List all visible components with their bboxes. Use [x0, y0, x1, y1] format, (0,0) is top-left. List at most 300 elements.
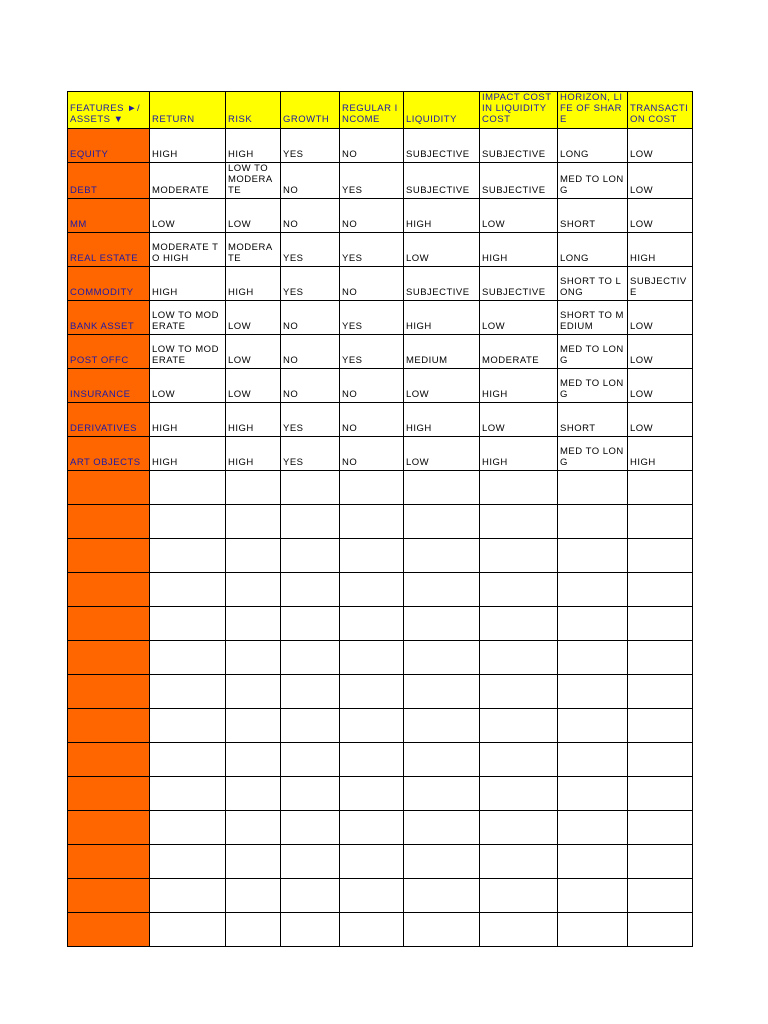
cell-text: HIGH: [228, 457, 254, 468]
row-header-asset: [68, 403, 150, 437]
cell-regular-income: [340, 233, 404, 267]
cell-text: LOW: [406, 457, 430, 468]
row-header-asset: [68, 369, 150, 403]
empty-cell: [404, 879, 480, 913]
empty-cell: [558, 573, 628, 607]
cell-impact-cost: [480, 129, 558, 163]
cell-text: YES: [283, 423, 304, 434]
empty-cell: [150, 607, 226, 641]
cell-regular-income: [340, 199, 404, 233]
cell-text: HIGH: [228, 149, 254, 160]
empty-cell: [226, 607, 281, 641]
empty-cell: [150, 743, 226, 777]
empty-cell: [404, 709, 480, 743]
empty-cell: [340, 879, 404, 913]
empty-cell: [558, 607, 628, 641]
empty-cell: [340, 709, 404, 743]
cell-impact-cost: [480, 369, 558, 403]
row-header-asset: [68, 233, 150, 267]
empty-cell: [340, 539, 404, 573]
row-header-empty: [68, 811, 150, 845]
empty-cell: [628, 675, 693, 709]
empty-cell: [480, 743, 558, 777]
cell-text: YES: [342, 253, 363, 264]
empty-cell: [628, 709, 693, 743]
empty-cell: [340, 471, 404, 505]
cell-text: LONG: [560, 253, 589, 264]
empty-cell: [226, 641, 281, 675]
empty-cell: [404, 913, 480, 947]
row-header-empty: [68, 913, 150, 947]
cell-risk: [226, 335, 281, 369]
empty-cell: [558, 505, 628, 539]
cell-risk: [226, 267, 281, 301]
empty-cell: [480, 505, 558, 539]
empty-cell: [340, 505, 404, 539]
cell-return: [150, 233, 226, 267]
row-header-empty: [68, 471, 150, 505]
cell-text: LOW: [630, 355, 654, 366]
empty-table-row: [68, 845, 693, 879]
asset-features-table: [67, 91, 693, 947]
row-header-empty: [68, 505, 150, 539]
empty-cell: [628, 879, 693, 913]
table-row: [68, 233, 693, 267]
cell-transaction-cost: [628, 369, 693, 403]
empty-cell: [340, 641, 404, 675]
cell-transaction-cost: [628, 233, 693, 267]
empty-cell: [226, 845, 281, 879]
cell-growth: [281, 335, 340, 369]
row-header-asset: [68, 335, 150, 369]
empty-cell: [340, 607, 404, 641]
cell-text: MM: [70, 219, 87, 230]
empty-cell: [628, 607, 693, 641]
cell-liquidity: [404, 335, 480, 369]
empty-cell: [281, 743, 340, 777]
cell-transaction-cost: [628, 199, 693, 233]
cell-text: NO: [342, 389, 358, 400]
cell-return: [150, 437, 226, 471]
cell-transaction-cost: [628, 335, 693, 369]
cell-text: YES: [342, 355, 363, 366]
empty-cell: [558, 539, 628, 573]
empty-cell: [558, 879, 628, 913]
empty-table-row: [68, 505, 693, 539]
cell-growth: [281, 437, 340, 471]
table-row: [68, 267, 693, 301]
empty-cell: [404, 505, 480, 539]
empty-cell: [226, 471, 281, 505]
cell-text: INSURANCE: [70, 389, 131, 400]
empty-cell: [628, 811, 693, 845]
cell-horizon: [558, 335, 628, 369]
cell-text: NO: [342, 149, 358, 160]
empty-cell: [480, 641, 558, 675]
cell-liquidity: [404, 369, 480, 403]
empty-cell: [150, 709, 226, 743]
cell-liquidity: [404, 437, 480, 471]
empty-cell: [226, 675, 281, 709]
cell-growth: [281, 369, 340, 403]
header-liquidity: LIQUIDITY: [404, 92, 480, 129]
cell-liquidity: [404, 199, 480, 233]
cell-impact-cost: [480, 335, 558, 369]
row-header-empty: [68, 879, 150, 913]
cell-text: SHORT TO LONG: [560, 276, 622, 298]
cell-return: [150, 335, 226, 369]
cell-text: HIGH: [482, 457, 508, 468]
cell-text: LOW TO MODERATE: [152, 344, 219, 366]
cell-risk: [226, 163, 281, 199]
empty-cell: [404, 471, 480, 505]
cell-horizon: [558, 163, 628, 199]
cell-text: HIGH: [152, 287, 178, 298]
cell-text: NO: [283, 185, 299, 196]
empty-cell: [226, 505, 281, 539]
cell-horizon: [558, 437, 628, 471]
cell-risk: [226, 301, 281, 335]
empty-cell: [480, 913, 558, 947]
cell-risk: [226, 233, 281, 267]
row-header-empty: [68, 539, 150, 573]
cell-text: NO: [342, 287, 358, 298]
cell-liquidity: [404, 163, 480, 199]
cell-text: NO: [283, 321, 299, 332]
empty-table-row: [68, 811, 693, 845]
cell-regular-income: [340, 437, 404, 471]
cell-text: HIGH: [482, 389, 508, 400]
cell-text: SHORT: [560, 219, 596, 230]
cell-text: SUBJECTIVE: [630, 276, 687, 298]
row-header-asset: [68, 301, 150, 335]
header-row: [68, 92, 693, 129]
row-header-empty: [68, 641, 150, 675]
cell-text: BANK ASSET: [70, 321, 135, 332]
cell-growth: [281, 403, 340, 437]
cell-text: NO: [283, 219, 299, 230]
cell-regular-income: [340, 403, 404, 437]
row-header-asset: [68, 267, 150, 301]
empty-cell: [281, 573, 340, 607]
empty-cell: [281, 471, 340, 505]
cell-text: MODERATE TO HIGH: [152, 242, 219, 264]
cell-text: ART OBJECTS: [70, 457, 141, 468]
empty-cell: [281, 879, 340, 913]
header-transaction-cost: TRANSACTION COST: [628, 92, 693, 129]
cell-impact-cost: [480, 437, 558, 471]
empty-cell: [404, 539, 480, 573]
empty-cell: [340, 845, 404, 879]
row-header-empty: [68, 675, 150, 709]
empty-cell: [150, 777, 226, 811]
empty-cell: [150, 879, 226, 913]
empty-cell: [480, 811, 558, 845]
cell-text: HIGH: [152, 149, 178, 160]
table-row: [68, 199, 693, 233]
cell-return: [150, 301, 226, 335]
cell-return: [150, 403, 226, 437]
cell-text: HIGH: [630, 253, 656, 264]
cell-text: LOW: [482, 321, 506, 332]
cell-transaction-cost: [628, 301, 693, 335]
cell-text: NO: [283, 389, 299, 400]
table-row: [68, 437, 693, 471]
empty-cell: [281, 913, 340, 947]
empty-cell: [404, 777, 480, 811]
row-header-empty: [68, 573, 150, 607]
empty-cell: [480, 573, 558, 607]
table-row: [68, 369, 693, 403]
cell-text: MODERATE: [482, 355, 540, 366]
cell-text: REAL ESTATE: [70, 253, 139, 264]
cell-regular-income: [340, 335, 404, 369]
empty-cell: [150, 913, 226, 947]
cell-regular-income: [340, 129, 404, 163]
cell-text: YES: [342, 185, 363, 196]
empty-cell: [150, 471, 226, 505]
cell-text: SHORT TO MEDIUM: [560, 310, 624, 332]
empty-table-row: [68, 777, 693, 811]
empty-cell: [480, 539, 558, 573]
cell-text: POST OFFC: [70, 355, 129, 366]
empty-cell: [558, 743, 628, 777]
empty-table-row: [68, 675, 693, 709]
empty-cell: [558, 675, 628, 709]
cell-growth: [281, 199, 340, 233]
empty-cell: [150, 811, 226, 845]
cell-impact-cost: [480, 199, 558, 233]
cell-text: YES: [283, 457, 304, 468]
empty-cell: [628, 471, 693, 505]
cell-text: HIGH: [406, 321, 432, 332]
empty-cell: [281, 777, 340, 811]
empty-cell: [628, 913, 693, 947]
cell-risk: [226, 403, 281, 437]
empty-table-row: [68, 539, 693, 573]
cell-liquidity: [404, 403, 480, 437]
cell-text: SUBJECTIVE: [406, 149, 470, 160]
cell-text: EQUITY: [70, 149, 109, 160]
cell-impact-cost: [480, 233, 558, 267]
cell-horizon: [558, 369, 628, 403]
cell-text: YES: [342, 321, 363, 332]
table-body: [68, 129, 693, 947]
empty-table-row: [68, 913, 693, 947]
cell-liquidity: [404, 267, 480, 301]
cell-text: NO: [283, 355, 299, 366]
empty-cell: [340, 811, 404, 845]
cell-impact-cost: [480, 301, 558, 335]
cell-return: [150, 163, 226, 199]
empty-cell: [281, 539, 340, 573]
empty-table-row: [68, 471, 693, 505]
empty-cell: [226, 913, 281, 947]
cell-regular-income: [340, 163, 404, 199]
cell-text: NO: [342, 423, 358, 434]
empty-cell: [628, 743, 693, 777]
empty-cell: [404, 607, 480, 641]
cell-text: LOW: [630, 389, 654, 400]
cell-text: YES: [283, 149, 304, 160]
cell-text: HIGH: [406, 219, 432, 230]
header-return: RETURN: [150, 92, 226, 129]
cell-transaction-cost: [628, 163, 693, 199]
row-header-empty: [68, 777, 150, 811]
empty-cell: [558, 845, 628, 879]
cell-text: LOW TO MODERATE: [228, 163, 273, 196]
cell-text: LOW: [482, 219, 506, 230]
cell-text: SUBJECTIVE: [406, 287, 470, 298]
row-header-asset: [68, 199, 150, 233]
cell-transaction-cost: [628, 437, 693, 471]
cell-horizon: [558, 267, 628, 301]
cell-text: HIGH: [228, 423, 254, 434]
empty-cell: [150, 539, 226, 573]
empty-cell: [558, 811, 628, 845]
cell-text: LOW: [630, 423, 654, 434]
cell-growth: [281, 129, 340, 163]
cell-growth: [281, 301, 340, 335]
empty-cell: [281, 505, 340, 539]
empty-cell: [150, 675, 226, 709]
cell-text: LOW: [152, 389, 176, 400]
cell-text: HIGH: [152, 457, 178, 468]
empty-table-row: [68, 641, 693, 675]
table-row: [68, 301, 693, 335]
cell-text: DERIVATIVES: [70, 423, 137, 434]
empty-cell: [480, 709, 558, 743]
cell-impact-cost: [480, 163, 558, 199]
empty-cell: [226, 811, 281, 845]
cell-text: LOW: [630, 149, 654, 160]
cell-text: LOW: [228, 355, 252, 366]
empty-table-row: [68, 573, 693, 607]
cell-horizon: [558, 403, 628, 437]
header-features-assets: FEATURES ►/ ASSETS ▼: [68, 92, 150, 129]
empty-cell: [628, 641, 693, 675]
cell-growth: [281, 233, 340, 267]
cell-text: HIGH: [406, 423, 432, 434]
cell-text: NO: [342, 219, 358, 230]
empty-cell: [558, 641, 628, 675]
cell-text: YES: [283, 287, 304, 298]
empty-cell: [281, 641, 340, 675]
cell-horizon: [558, 233, 628, 267]
cell-text: MED TO LONG: [560, 174, 624, 196]
header-regular-income: REGULAR INCOME: [340, 92, 404, 129]
empty-cell: [150, 845, 226, 879]
empty-cell: [628, 845, 693, 879]
empty-cell: [281, 709, 340, 743]
cell-text: YES: [283, 253, 304, 264]
cell-return: [150, 199, 226, 233]
empty-cell: [480, 777, 558, 811]
row-header-asset: [68, 437, 150, 471]
empty-cell: [404, 743, 480, 777]
empty-cell: [628, 505, 693, 539]
cell-text: LOW: [406, 253, 430, 264]
cell-liquidity: [404, 129, 480, 163]
cell-text: MED TO LONG: [560, 446, 624, 468]
row-header-asset: [68, 163, 150, 199]
cell-text: LONG: [560, 149, 589, 160]
empty-cell: [226, 539, 281, 573]
empty-cell: [628, 539, 693, 573]
empty-cell: [404, 573, 480, 607]
cell-regular-income: [340, 267, 404, 301]
header-horizon: HORIZON, LIFE OF SHARE: [558, 92, 628, 129]
empty-cell: [480, 845, 558, 879]
cell-risk: [226, 369, 281, 403]
cell-text: LOW: [228, 219, 252, 230]
cell-regular-income: [340, 369, 404, 403]
empty-cell: [150, 573, 226, 607]
cell-text: SUBJECTIVE: [482, 287, 546, 298]
cell-impact-cost: [480, 267, 558, 301]
cell-text: SUBJECTIVE: [482, 149, 546, 160]
empty-table-row: [68, 743, 693, 777]
empty-table-row: [68, 709, 693, 743]
cell-risk: [226, 199, 281, 233]
empty-cell: [226, 879, 281, 913]
cell-transaction-cost: [628, 267, 693, 301]
cell-text: HIGH: [482, 253, 508, 264]
empty-cell: [404, 675, 480, 709]
cell-text: HIGH: [152, 423, 178, 434]
cell-text: SUBJECTIVE: [482, 185, 546, 196]
cell-liquidity: [404, 233, 480, 267]
cell-text: COMMODITY: [70, 287, 134, 298]
empty-cell: [340, 777, 404, 811]
empty-cell: [281, 811, 340, 845]
empty-cell: [404, 811, 480, 845]
empty-cell: [558, 777, 628, 811]
empty-cell: [150, 641, 226, 675]
cell-transaction-cost: [628, 129, 693, 163]
row-header-empty: [68, 845, 150, 879]
empty-cell: [480, 879, 558, 913]
cell-text: MODERATE: [228, 242, 273, 264]
cell-text: LOW: [630, 219, 654, 230]
cell-text: SUBJECTIVE: [406, 185, 470, 196]
cell-text: SHORT: [560, 423, 596, 434]
cell-text: MED TO LONG: [560, 378, 624, 400]
header-growth: GROWTH: [281, 92, 340, 129]
cell-transaction-cost: [628, 403, 693, 437]
cell-horizon: [558, 199, 628, 233]
cell-return: [150, 129, 226, 163]
empty-cell: [558, 913, 628, 947]
cell-text: MODERATE: [152, 185, 210, 196]
cell-text: HIGH: [228, 287, 254, 298]
empty-cell: [480, 471, 558, 505]
empty-cell: [340, 675, 404, 709]
cell-text: MED TO LONG: [560, 344, 624, 366]
cell-regular-income: [340, 301, 404, 335]
empty-cell: [150, 505, 226, 539]
cell-text: LOW: [482, 423, 506, 434]
cell-return: [150, 369, 226, 403]
cell-text: LOW: [152, 219, 176, 230]
cell-risk: [226, 437, 281, 471]
empty-cell: [558, 709, 628, 743]
empty-cell: [480, 675, 558, 709]
cell-growth: [281, 267, 340, 301]
empty-cell: [628, 777, 693, 811]
empty-cell: [558, 471, 628, 505]
empty-cell: [226, 709, 281, 743]
